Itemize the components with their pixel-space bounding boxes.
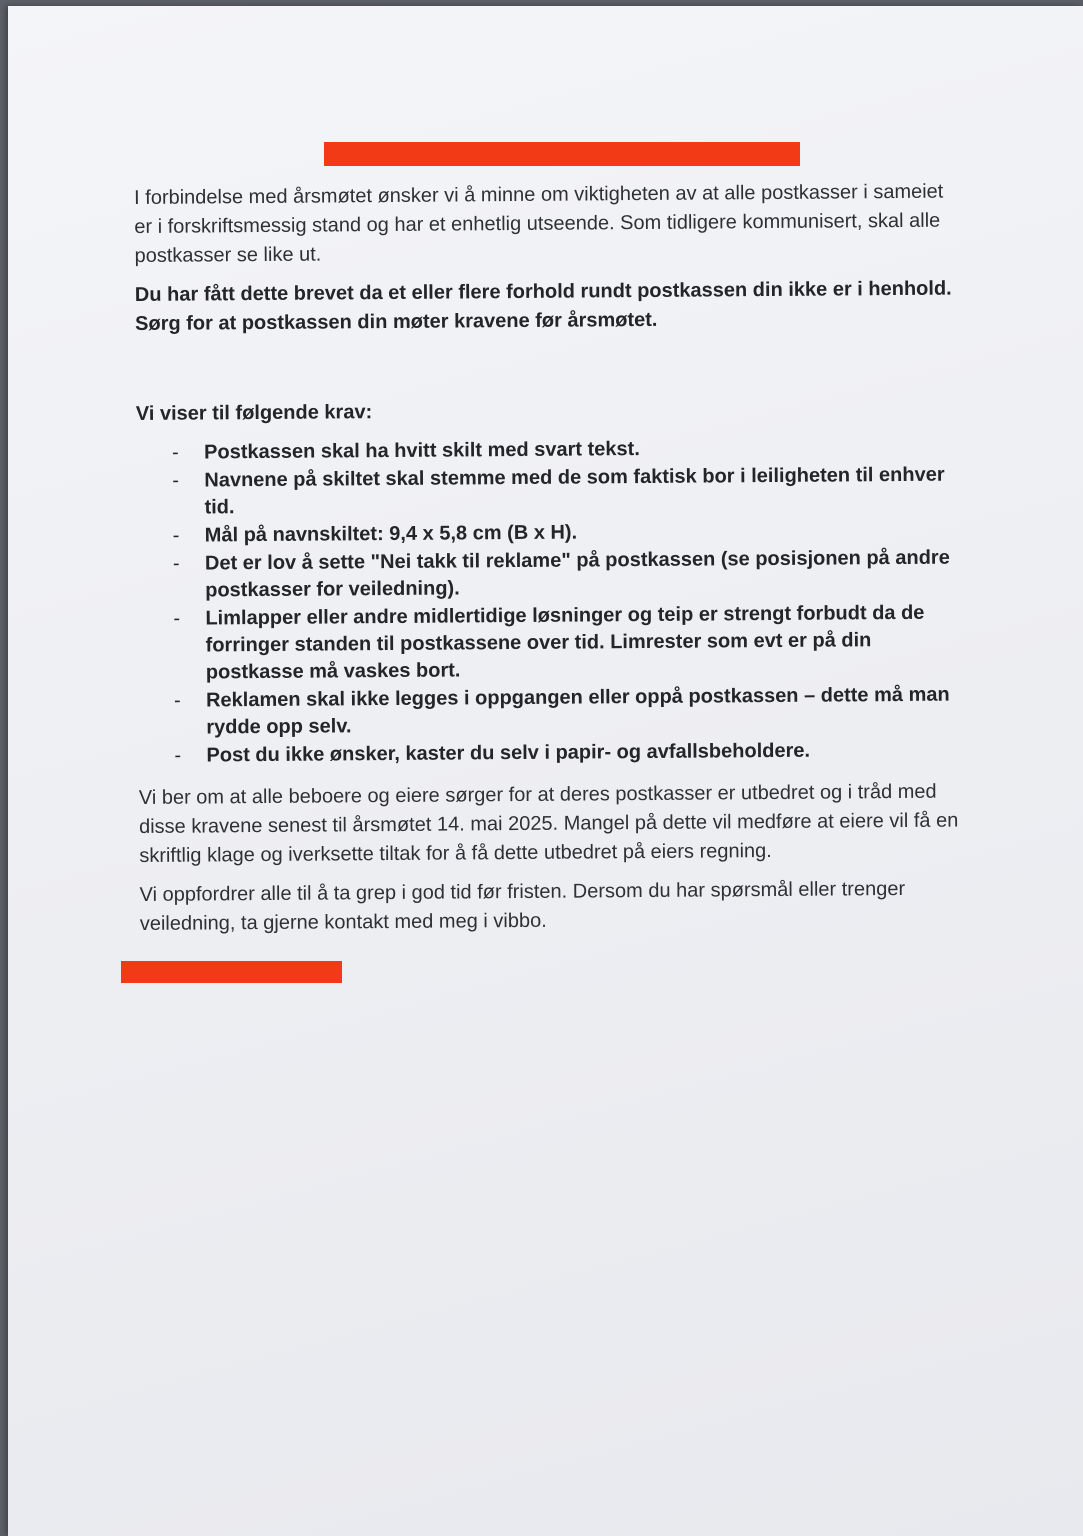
requirements-heading: Vi viser til følgende krav:: [135, 401, 373, 425]
requirement-text: Limlapper eller andre midlertidige løsninger og teip er strengt forbudt da de forringer standen til postkassene over tid. Limrester som evt er på din postkasse må vaskes bort.: [205, 601, 925, 684]
letter-paper: [8, 6, 1083, 1536]
intro-paragraph: I forbindelse med årsmøtet ønsker vi å minne om viktigheten av at alle postkasser i sameiet er i forskriftsmessig stand og har et enhetlig utseende. Som tidligere kommunisert, skal alle postkasser se like ut.: [134, 180, 944, 267]
list-dash: -: [172, 469, 180, 492]
list-dash: -: [173, 689, 181, 712]
redacted-signature: [121, 961, 342, 983]
list-item: [138, 682, 958, 742]
redacted-title: [324, 142, 800, 166]
deadline-paragraph: Vi ber om at alle beboere og eiere sørger for at deres postkasser er utbedret og i tråd med disse kravene senest til årsmøtet 14. mai 2025. Mangel på dette vil medføre at eiere vil få en skriftlig klage og iverksette tiltak for å få dette utbedret på eiers regning.: [138, 780, 959, 867]
requirement-text: Navnene på skiltet skal stemme med de som faktisk bor i leiligheten til enhver tid.: [204, 463, 945, 519]
closing-paragraph: Vi oppfordrer alle til å ta grep i god tid før fristen. Dersom du har spørsmål eller trenger veiledning, ta gjerne kontakt med meg i vibbo.: [139, 877, 906, 935]
requirement-text: Postkassen skal ha hvitt skilt med svart tekst.: [204, 438, 640, 464]
list-item: [136, 462, 956, 522]
list-dash: -: [172, 552, 180, 575]
list-dash: -: [173, 607, 181, 630]
requirement-text: Reklamen skal ikke legges i oppgangen eller oppå postkassen – dette må man rydde opp selv.: [205, 683, 950, 739]
requirements-list: [136, 434, 959, 770]
list-item: [137, 600, 958, 687]
requirement-text: Det er lov å sette "Nei takk til reklame" på postkassen (se posisjonen på andre postkasser for veiledning).: [204, 546, 950, 602]
list-dash: -: [172, 524, 180, 547]
letter-body: [134, 178, 960, 949]
requirement-text: Mål på navnskiltet: 9,4 x 5,8 cm (B x H).: [204, 521, 578, 547]
requirement-text: Post du ikke ønsker, kaster du selv i papir- og avfallsbeholdere.: [206, 739, 811, 767]
list-dash: -: [172, 441, 179, 464]
list-item: [138, 737, 958, 770]
notice-paragraph: Du har fått dette brevet da et eller flere forhold rundt postkassen din ikke er i henhold. Sørg for at postkassen din møter kravene før årsmøtet.: [134, 277, 952, 335]
list-item: [137, 545, 957, 605]
list-dash: -: [174, 744, 182, 767]
